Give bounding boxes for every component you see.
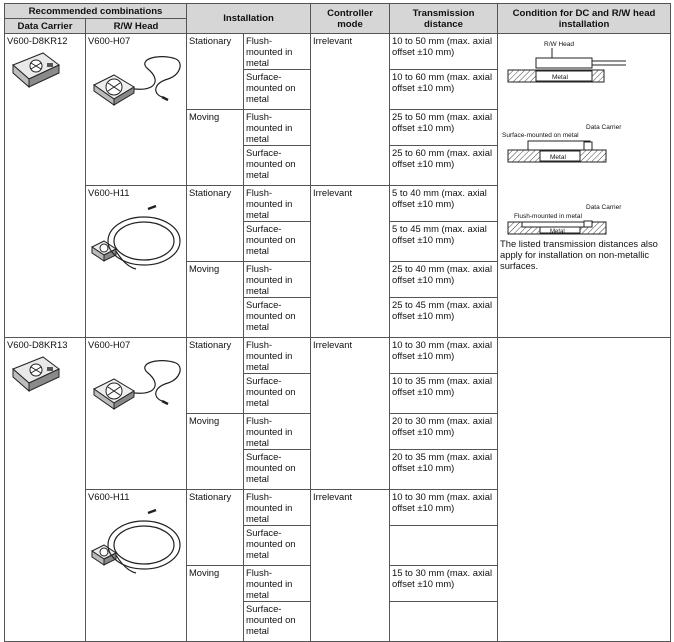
transmission-distance: 15 to 30 mm (max. axial offset ±10 mm): [390, 566, 498, 602]
rw-head-image: [88, 505, 184, 587]
data-carrier-model: V600-D8KR13: [7, 339, 68, 350]
transmission-distance: 25 to 50 mm (max. axial offset ±10 mm): [390, 110, 498, 146]
header-condition: Condition for DC and R/W head installation: [498, 4, 671, 34]
mount-type: Flush-mounted in metal: [244, 566, 311, 602]
header-recommended: Recommended combinations: [5, 4, 187, 19]
svg-text:Data Carrier: Data Carrier: [586, 204, 622, 211]
transmission-distance: 10 to 60 mm (max. axial offset ±10 mm): [390, 70, 498, 110]
transmission-distance: 25 to 60 mm (max. axial offset ±10 mm): [390, 146, 498, 186]
mount-type: Flush-mounted in metal: [244, 110, 311, 146]
condition-cell: [498, 34, 671, 338]
mount-type: Surface-mounted on metal: [244, 298, 311, 338]
header-transmission-distance: Transmission distance: [390, 4, 498, 34]
transmission-distance: 10 to 35 mm (max. axial offset ±10 mm): [390, 374, 498, 414]
rw-head-image: [88, 201, 184, 283]
transmission-distance: 5 to 45 mm (max. axial offset ±10 mm): [390, 222, 498, 262]
mount-type: Flush-mounted in metal: [244, 34, 311, 70]
rw-head-cell: [86, 338, 187, 490]
controller-mode: Irrelevant: [311, 338, 390, 490]
mount-type: Surface-mounted on metal: [244, 450, 311, 490]
controller-mode: Irrelevant: [311, 34, 390, 186]
rw-head-cell: [86, 186, 187, 338]
installation-type: Stationary: [187, 338, 244, 414]
installation-type: Stationary: [187, 186, 244, 262]
svg-text:R/W Head: R/W Head: [544, 41, 574, 48]
transmission-distance: 25 to 40 mm (max. axial offset ±10 mm): [390, 262, 498, 298]
transmission-distance: [390, 526, 498, 566]
controller-mode: Irrelevant: [311, 490, 390, 642]
data-carrier-d8kr13-image: [7, 353, 63, 399]
transmission-distance: 10 to 30 mm (max. axial offset ±10 mm): [390, 490, 498, 526]
mount-type: Surface-mounted on metal: [244, 602, 311, 642]
mount-type: Surface-mounted on metal: [244, 222, 311, 262]
data-carrier-cell: [5, 338, 86, 642]
mount-type: Surface-mounted on metal: [244, 526, 311, 566]
rw-head-model: V600-H11: [88, 187, 130, 198]
rw-head-model: V600-H11: [88, 491, 130, 502]
data-carrier-d8kr12-image: [7, 49, 63, 95]
transmission-distance: 5 to 40 mm (max. axial offset ±10 mm): [390, 186, 498, 222]
transmission-distance: 20 to 30 mm (max. axial offset ±10 mm): [390, 414, 498, 450]
installation-type: Stationary: [187, 34, 244, 110]
mount-type: Surface-mounted on metal: [244, 146, 311, 186]
rw-head-cell: [86, 34, 187, 186]
transmission-distance: 10 to 30 mm (max. axial offset ±10 mm): [390, 338, 498, 374]
condition-note: The listed transmission distances also apply for installation on non-metallic surfaces.: [500, 238, 658, 271]
installation-type: Stationary: [187, 490, 244, 566]
mount-type: Flush-mounted in metal: [244, 262, 311, 298]
header-installation: Installation: [187, 4, 311, 34]
svg-text:Metal: Metal: [552, 74, 568, 81]
svg-text:Surface-mounted on metal: Surface-mounted on metal: [502, 132, 579, 139]
installation-type: Moving: [187, 566, 244, 642]
rw-head-image: [88, 353, 184, 419]
installation-type: Moving: [187, 414, 244, 490]
mount-type: Surface-mounted on metal: [244, 70, 311, 110]
svg-text:Data Carrier: Data Carrier: [586, 124, 622, 131]
transmission-distance: 10 to 50 mm (max. axial offset ±10 mm): [390, 34, 498, 70]
data-carrier-model: V600-D8KR12: [7, 35, 68, 46]
header-rw-head: R/W Head: [86, 19, 187, 34]
mount-type: Flush-mounted in metal: [244, 338, 311, 374]
installation-type: Moving: [187, 110, 244, 186]
svg-text:Metal: Metal: [550, 154, 566, 161]
svg-text:Flush-mounted in metal: Flush-mounted in metal: [514, 213, 582, 220]
data-carrier-cell: [5, 34, 86, 338]
mount-type: Flush-mounted in metal: [244, 490, 311, 526]
header-controller-mode: Controller mode: [311, 4, 390, 34]
transmission-distance: 25 to 45 mm (max. axial offset ±10 mm): [390, 298, 498, 338]
rw-head-cell: [86, 490, 187, 642]
transmission-distance: 20 to 35 mm (max. axial offset ±10 mm): [390, 450, 498, 490]
installation-type: Moving: [187, 262, 244, 338]
mount-type: Surface-mounted on metal: [244, 374, 311, 414]
rw-head-model: V600-H07: [88, 35, 131, 46]
installation-condition-diagram: [500, 38, 666, 236]
header-data-carrier: Data Carrier: [5, 19, 86, 34]
svg-text:Metal: Metal: [550, 229, 565, 235]
mount-type: Flush-mounted in metal: [244, 414, 311, 450]
transmission-distance: [390, 602, 498, 642]
combination-table: [4, 3, 671, 642]
rw-head-model: V600-H07: [88, 339, 131, 350]
condition-empty-cell: [498, 338, 671, 642]
mount-type: Flush-mounted in metal: [244, 186, 311, 222]
controller-mode: Irrelevant: [311, 186, 390, 338]
rw-head-image: [88, 49, 184, 115]
